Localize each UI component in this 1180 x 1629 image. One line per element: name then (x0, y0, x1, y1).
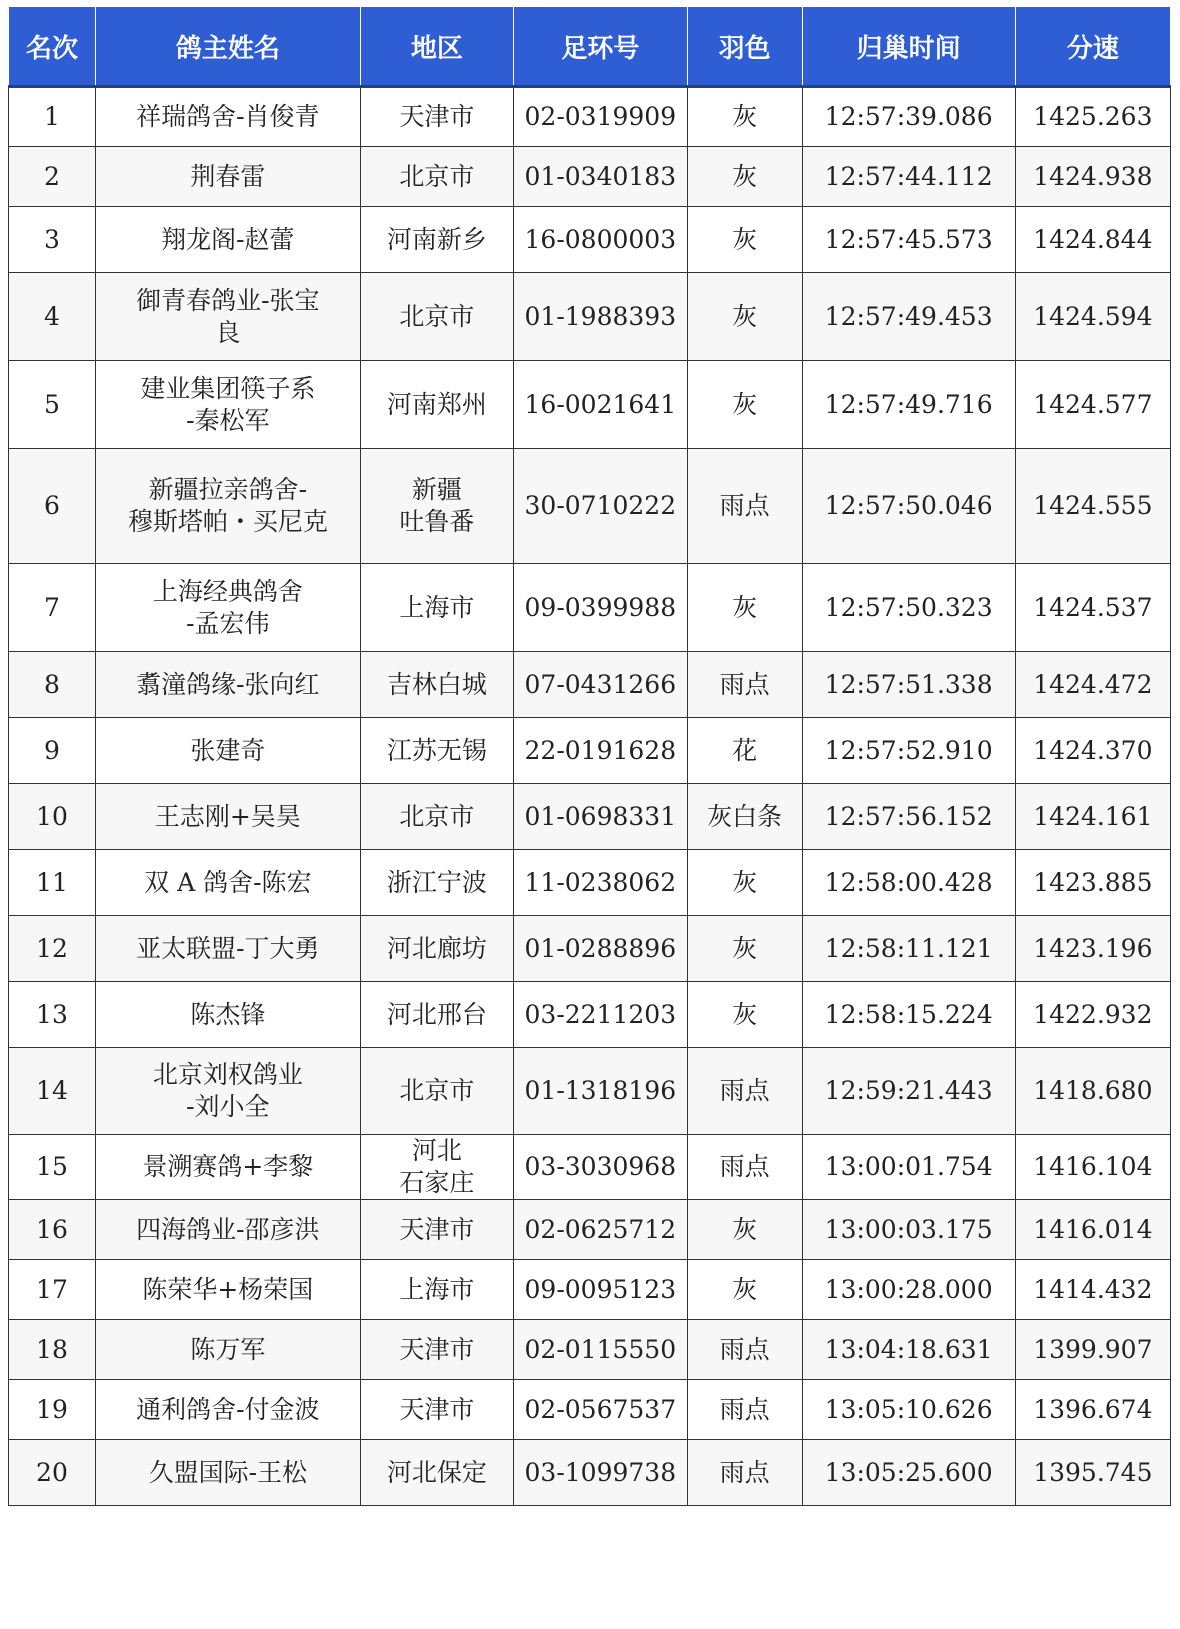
cell-owner: 翥潼鸽缘-张向红 (95, 652, 360, 718)
cell-speed: 1416.014 (1015, 1200, 1170, 1260)
cell-speed: 1422.932 (1015, 982, 1170, 1048)
cell-owner: 久盟国际-王松 (95, 1440, 360, 1506)
cell-region: 河南郑州 (360, 361, 513, 449)
table-row (9, 564, 1171, 652)
cell-feather-color: 雨点 (687, 449, 802, 564)
cell-region: 河南新乡 (360, 207, 513, 273)
cell-feather-color: 灰 (687, 982, 802, 1048)
cell-return-time: 12:57:52.910 (802, 718, 1015, 784)
cell-region: 新疆 吐鲁番 (360, 449, 513, 564)
cell-ring-number: 22-0191628 (513, 718, 687, 784)
cell-owner: 御青春鸽业-张宝 良 (95, 273, 360, 361)
cell-owner: 张建奇 (95, 718, 360, 784)
cell-rank: 14 (9, 1048, 96, 1135)
cell-speed: 1424.844 (1015, 207, 1170, 273)
cell-owner: 北京刘权鸽业 -刘小全 (95, 1048, 360, 1135)
cell-feather-color: 雨点 (687, 652, 802, 718)
cell-rank: 16 (9, 1200, 96, 1260)
table-row (9, 1440, 1171, 1506)
cell-speed: 1423.196 (1015, 916, 1170, 982)
cell-return-time: 12:59:21.443 (802, 1048, 1015, 1135)
cell-region: 北京市 (360, 273, 513, 361)
cell-owner: 建业集团筷子系 -秦松军 (95, 361, 360, 449)
cell-ring-number: 01-1988393 (513, 273, 687, 361)
cell-speed: 1424.555 (1015, 449, 1170, 564)
cell-return-time: 12:58:15.224 (802, 982, 1015, 1048)
cell-owner: 陈荣华+杨荣国 (95, 1260, 360, 1320)
cell-return-time: 12:57:56.152 (802, 784, 1015, 850)
table-row (9, 916, 1171, 982)
cell-region: 浙江宁波 (360, 850, 513, 916)
cell-feather-color: 灰 (687, 361, 802, 449)
cell-speed: 1395.745 (1015, 1440, 1170, 1506)
cell-feather-color: 灰白条 (687, 784, 802, 850)
table-row (9, 1200, 1171, 1260)
cell-return-time: 13:00:03.175 (802, 1200, 1015, 1260)
cell-ring-number: 16-0800003 (513, 207, 687, 273)
header-return-time: 归巢时间 (802, 7, 1015, 87)
cell-region: 天津市 (360, 1200, 513, 1260)
cell-owner: 陈万军 (95, 1320, 360, 1380)
cell-feather-color: 雨点 (687, 1135, 802, 1200)
cell-speed: 1424.537 (1015, 564, 1170, 652)
cell-ring-number: 01-0340183 (513, 147, 687, 207)
table-header (9, 7, 1171, 87)
cell-return-time: 12:57:49.453 (802, 273, 1015, 361)
cell-rank: 1 (9, 87, 96, 147)
header-speed: 分速 (1015, 7, 1170, 87)
table-row (9, 784, 1171, 850)
cell-ring-number: 11-0238062 (513, 850, 687, 916)
cell-return-time: 13:04:18.631 (802, 1320, 1015, 1380)
cell-feather-color: 灰 (687, 1260, 802, 1320)
cell-speed: 1424.938 (1015, 147, 1170, 207)
cell-speed: 1424.594 (1015, 273, 1170, 361)
cell-return-time: 12:57:45.573 (802, 207, 1015, 273)
cell-return-time: 12:57:51.338 (802, 652, 1015, 718)
table-row (9, 87, 1171, 147)
results-table (8, 6, 1171, 1506)
cell-feather-color: 雨点 (687, 1048, 802, 1135)
cell-owner: 翔龙阁-赵蕾 (95, 207, 360, 273)
cell-rank: 9 (9, 718, 96, 784)
cell-ring-number: 01-0698331 (513, 784, 687, 850)
cell-ring-number: 03-2211203 (513, 982, 687, 1048)
cell-ring-number: 02-0115550 (513, 1320, 687, 1380)
cell-region: 北京市 (360, 784, 513, 850)
cell-region: 上海市 (360, 564, 513, 652)
table-row (9, 1380, 1171, 1440)
table-row (9, 449, 1171, 564)
cell-return-time: 12:57:49.716 (802, 361, 1015, 449)
header-region: 地区 (360, 7, 513, 87)
cell-feather-color: 灰 (687, 564, 802, 652)
cell-owner: 祥瑞鸽舍-肖俊青 (95, 87, 360, 147)
cell-ring-number: 07-0431266 (513, 652, 687, 718)
cell-rank: 18 (9, 1320, 96, 1380)
cell-owner: 双 A 鸽舍-陈宏 (95, 850, 360, 916)
cell-region: 北京市 (360, 147, 513, 207)
cell-feather-color: 灰 (687, 916, 802, 982)
cell-rank: 8 (9, 652, 96, 718)
cell-region: 天津市 (360, 1320, 513, 1380)
header-owner: 鸽主姓名 (95, 7, 360, 87)
header-feather-color: 羽色 (687, 7, 802, 87)
cell-return-time: 12:57:44.112 (802, 147, 1015, 207)
cell-feather-color: 雨点 (687, 1320, 802, 1380)
cell-region: 河北邢台 (360, 982, 513, 1048)
cell-speed: 1396.674 (1015, 1380, 1170, 1440)
table-row (9, 850, 1171, 916)
cell-return-time: 12:57:50.323 (802, 564, 1015, 652)
cell-return-time: 12:57:50.046 (802, 449, 1015, 564)
cell-rank: 12 (9, 916, 96, 982)
header-rank: 名次 (9, 7, 96, 87)
cell-owner: 上海经典鸽舍 -孟宏伟 (95, 564, 360, 652)
cell-speed: 1424.577 (1015, 361, 1170, 449)
table-row (9, 207, 1171, 273)
table-row (9, 1048, 1171, 1135)
cell-speed: 1423.885 (1015, 850, 1170, 916)
cell-speed: 1416.104 (1015, 1135, 1170, 1200)
cell-return-time: 13:05:10.626 (802, 1380, 1015, 1440)
cell-ring-number: 02-0319909 (513, 87, 687, 147)
cell-region: 河北 石家庄 (360, 1135, 513, 1200)
table-row (9, 1320, 1171, 1380)
cell-rank: 5 (9, 361, 96, 449)
cell-speed: 1424.370 (1015, 718, 1170, 784)
cell-owner: 王志刚+吴昊 (95, 784, 360, 850)
cell-rank: 10 (9, 784, 96, 850)
cell-rank: 19 (9, 1380, 96, 1440)
cell-region: 北京市 (360, 1048, 513, 1135)
cell-rank: 2 (9, 147, 96, 207)
cell-rank: 6 (9, 449, 96, 564)
cell-rank: 3 (9, 207, 96, 273)
table-row (9, 718, 1171, 784)
table-row (9, 982, 1171, 1048)
header-ring-number: 足环号 (513, 7, 687, 87)
cell-return-time: 12:58:00.428 (802, 850, 1015, 916)
cell-rank: 11 (9, 850, 96, 916)
cell-owner: 陈杰锋 (95, 982, 360, 1048)
cell-feather-color: 灰 (687, 1200, 802, 1260)
table-body (9, 87, 1171, 1506)
cell-rank: 15 (9, 1135, 96, 1200)
cell-owner: 新疆拉亲鸽舍- 穆斯塔帕・买尼克 (95, 449, 360, 564)
table-row (9, 1135, 1171, 1200)
cell-feather-color: 灰 (687, 850, 802, 916)
cell-feather-color: 花 (687, 718, 802, 784)
cell-region: 上海市 (360, 1260, 513, 1320)
cell-region: 天津市 (360, 1380, 513, 1440)
cell-owner: 亚太联盟-丁大勇 (95, 916, 360, 982)
cell-region: 河北保定 (360, 1440, 513, 1506)
table-row (9, 273, 1171, 361)
cell-return-time: 12:58:11.121 (802, 916, 1015, 982)
cell-return-time: 13:00:28.000 (802, 1260, 1015, 1320)
cell-feather-color: 灰 (687, 147, 802, 207)
cell-ring-number: 02-0625712 (513, 1200, 687, 1260)
cell-owner: 通利鸽舍-付金波 (95, 1380, 360, 1440)
cell-owner: 四海鸽业-邵彦洪 (95, 1200, 360, 1260)
table-row (9, 147, 1171, 207)
cell-feather-color: 雨点 (687, 1440, 802, 1506)
cell-feather-color: 雨点 (687, 1380, 802, 1440)
cell-return-time: 13:00:01.754 (802, 1135, 1015, 1200)
cell-speed: 1425.263 (1015, 87, 1170, 147)
cell-speed: 1399.907 (1015, 1320, 1170, 1380)
header-row (9, 7, 1171, 87)
cell-owner: 景溯赛鸽+李黎 (95, 1135, 360, 1200)
cell-ring-number: 01-0288896 (513, 916, 687, 982)
cell-return-time: 12:57:39.086 (802, 87, 1015, 147)
cell-ring-number: 09-0399988 (513, 564, 687, 652)
cell-ring-number: 02-0567537 (513, 1380, 687, 1440)
table-row (9, 361, 1171, 449)
cell-feather-color: 灰 (687, 273, 802, 361)
cell-ring-number: 30-0710222 (513, 449, 687, 564)
cell-ring-number: 03-3030968 (513, 1135, 687, 1200)
cell-return-time: 13:05:25.600 (802, 1440, 1015, 1506)
cell-region: 江苏无锡 (360, 718, 513, 784)
table-row (9, 652, 1171, 718)
cell-region: 天津市 (360, 87, 513, 147)
cell-region: 吉林白城 (360, 652, 513, 718)
cell-speed: 1414.432 (1015, 1260, 1170, 1320)
cell-feather-color: 灰 (687, 207, 802, 273)
cell-rank: 13 (9, 982, 96, 1048)
cell-ring-number: 03-1099738 (513, 1440, 687, 1506)
cell-rank: 17 (9, 1260, 96, 1320)
cell-rank: 7 (9, 564, 96, 652)
cell-feather-color: 灰 (687, 87, 802, 147)
table-row (9, 1260, 1171, 1320)
cell-owner: 荆春雷 (95, 147, 360, 207)
cell-rank: 20 (9, 1440, 96, 1506)
cell-ring-number: 01-1318196 (513, 1048, 687, 1135)
cell-ring-number: 16-0021641 (513, 361, 687, 449)
cell-region: 河北廊坊 (360, 916, 513, 982)
cell-speed: 1418.680 (1015, 1048, 1170, 1135)
cell-speed: 1424.161 (1015, 784, 1170, 850)
cell-ring-number: 09-0095123 (513, 1260, 687, 1320)
cell-speed: 1424.472 (1015, 652, 1170, 718)
cell-rank: 4 (9, 273, 96, 361)
